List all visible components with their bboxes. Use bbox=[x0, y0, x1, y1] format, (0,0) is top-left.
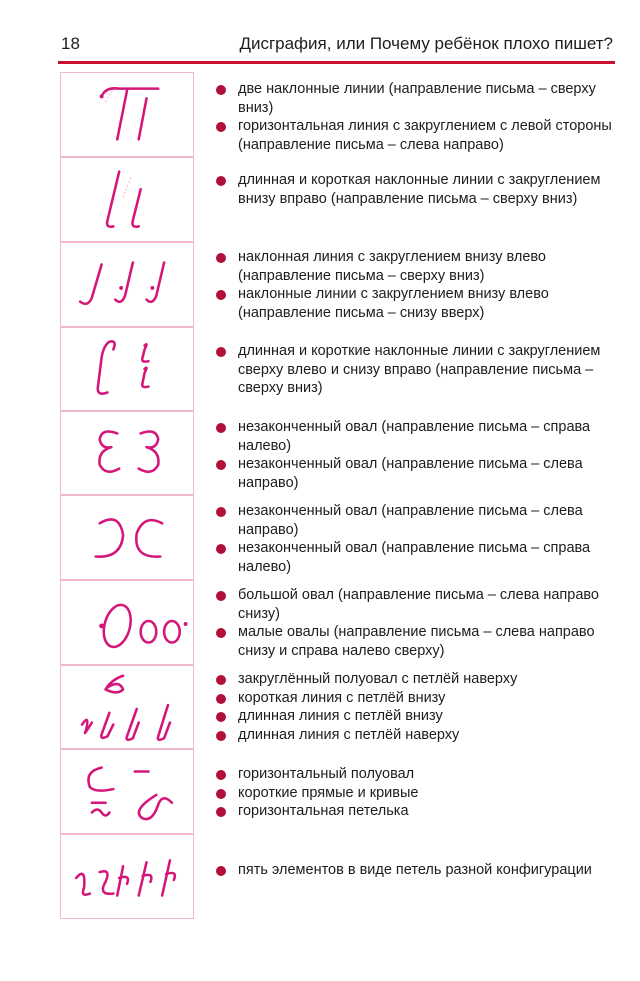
list-item: горизонтальная петелька bbox=[215, 802, 615, 821]
stroke-elements-9-image bbox=[61, 750, 193, 833]
list-item: незаконченный овал (направление письма – справа налево) bbox=[215, 539, 615, 576]
header-rule bbox=[58, 61, 615, 64]
element-row-4 bbox=[60, 327, 615, 411]
stroke-elements-7-image bbox=[61, 581, 193, 664]
handwriting-sample-7 bbox=[60, 580, 194, 665]
handwriting-sample-3 bbox=[60, 242, 194, 327]
stroke-elements-1-image bbox=[61, 73, 193, 156]
list-item: большой овал (направление письма – слева направо снизу) bbox=[215, 586, 615, 623]
list-item: горизонтальная линия с закруглением с левой стороны (направление письма – слева направо) bbox=[215, 117, 615, 154]
list-item: малые овалы (направление письма – слева направо снизу и справа налево сверху) bbox=[215, 623, 615, 660]
element-row-7 bbox=[60, 580, 615, 665]
handwriting-sample-9 bbox=[60, 749, 194, 834]
list-item: длинная линия с петлёй внизу bbox=[215, 707, 615, 726]
list-item: длинная и короткая наклонные линии с закруглением внизу вправо (направление письма – сверху вниз) bbox=[215, 171, 615, 208]
list-item: короткие прямые и кривые bbox=[215, 784, 615, 803]
stroke-elements-6-image bbox=[61, 496, 193, 579]
list-item: длинная и короткие наклонные линии с закруглением сверху влево и снизу вправо (направление письма – сверху вниз) bbox=[215, 342, 615, 398]
list-item: незаконченный овал (направление письма – справа налево) bbox=[215, 418, 615, 455]
stroke-elements-3-image bbox=[61, 243, 193, 326]
element-row-6 bbox=[60, 495, 615, 580]
handwriting-sample-4 bbox=[60, 327, 194, 411]
handwriting-sample-5 bbox=[60, 411, 194, 495]
stroke-elements-4-image bbox=[61, 328, 193, 410]
element-row-3 bbox=[60, 242, 615, 327]
list-item: пять элементов в виде петель разной конфигурации bbox=[215, 861, 615, 880]
stroke-elements-10-image bbox=[61, 835, 193, 918]
element-row-8 bbox=[60, 665, 615, 749]
element-row-1 bbox=[60, 72, 615, 157]
list-item: длинная линия с петлёй наверху bbox=[215, 726, 615, 745]
list-item: наклонная линия с закруглением внизу влево (направление письма – сверху вниз) bbox=[215, 248, 615, 285]
stroke-elements-5-image bbox=[61, 412, 193, 494]
element-row-9 bbox=[60, 749, 615, 834]
list-item: горизонтальный полуовал bbox=[215, 765, 615, 784]
handwriting-sample-10 bbox=[60, 834, 194, 919]
element-row-10 bbox=[60, 834, 615, 919]
list-item: наклонные линии с закруглением внизу влево (направление письма – снизу вверх) bbox=[215, 285, 615, 322]
list-item: короткая линия с петлёй внизу bbox=[215, 689, 615, 708]
handwriting-sample-1 bbox=[60, 72, 194, 157]
element-row-2 bbox=[60, 157, 615, 242]
element-row-5 bbox=[60, 411, 615, 495]
handwriting-sample-6 bbox=[60, 495, 194, 580]
stroke-elements-2-image bbox=[61, 158, 193, 241]
list-item: незаконченный овал (направление письма – слева направо) bbox=[215, 455, 615, 492]
running-head-title: Дисграфия, или Почему ребёнок плохо пишет? bbox=[239, 34, 613, 53]
stroke-elements-8-image bbox=[61, 666, 193, 748]
page-number: 18 bbox=[61, 34, 80, 53]
list-item: закруглённый полуовал с петлёй наверху bbox=[215, 670, 615, 689]
list-item: незаконченный овал (направление письма – слева направо) bbox=[215, 502, 615, 539]
handwriting-sample-2 bbox=[60, 157, 194, 242]
list-item: две наклонные линии (направление письма – сверху вниз) bbox=[215, 80, 615, 117]
handwriting-sample-8 bbox=[60, 665, 194, 749]
